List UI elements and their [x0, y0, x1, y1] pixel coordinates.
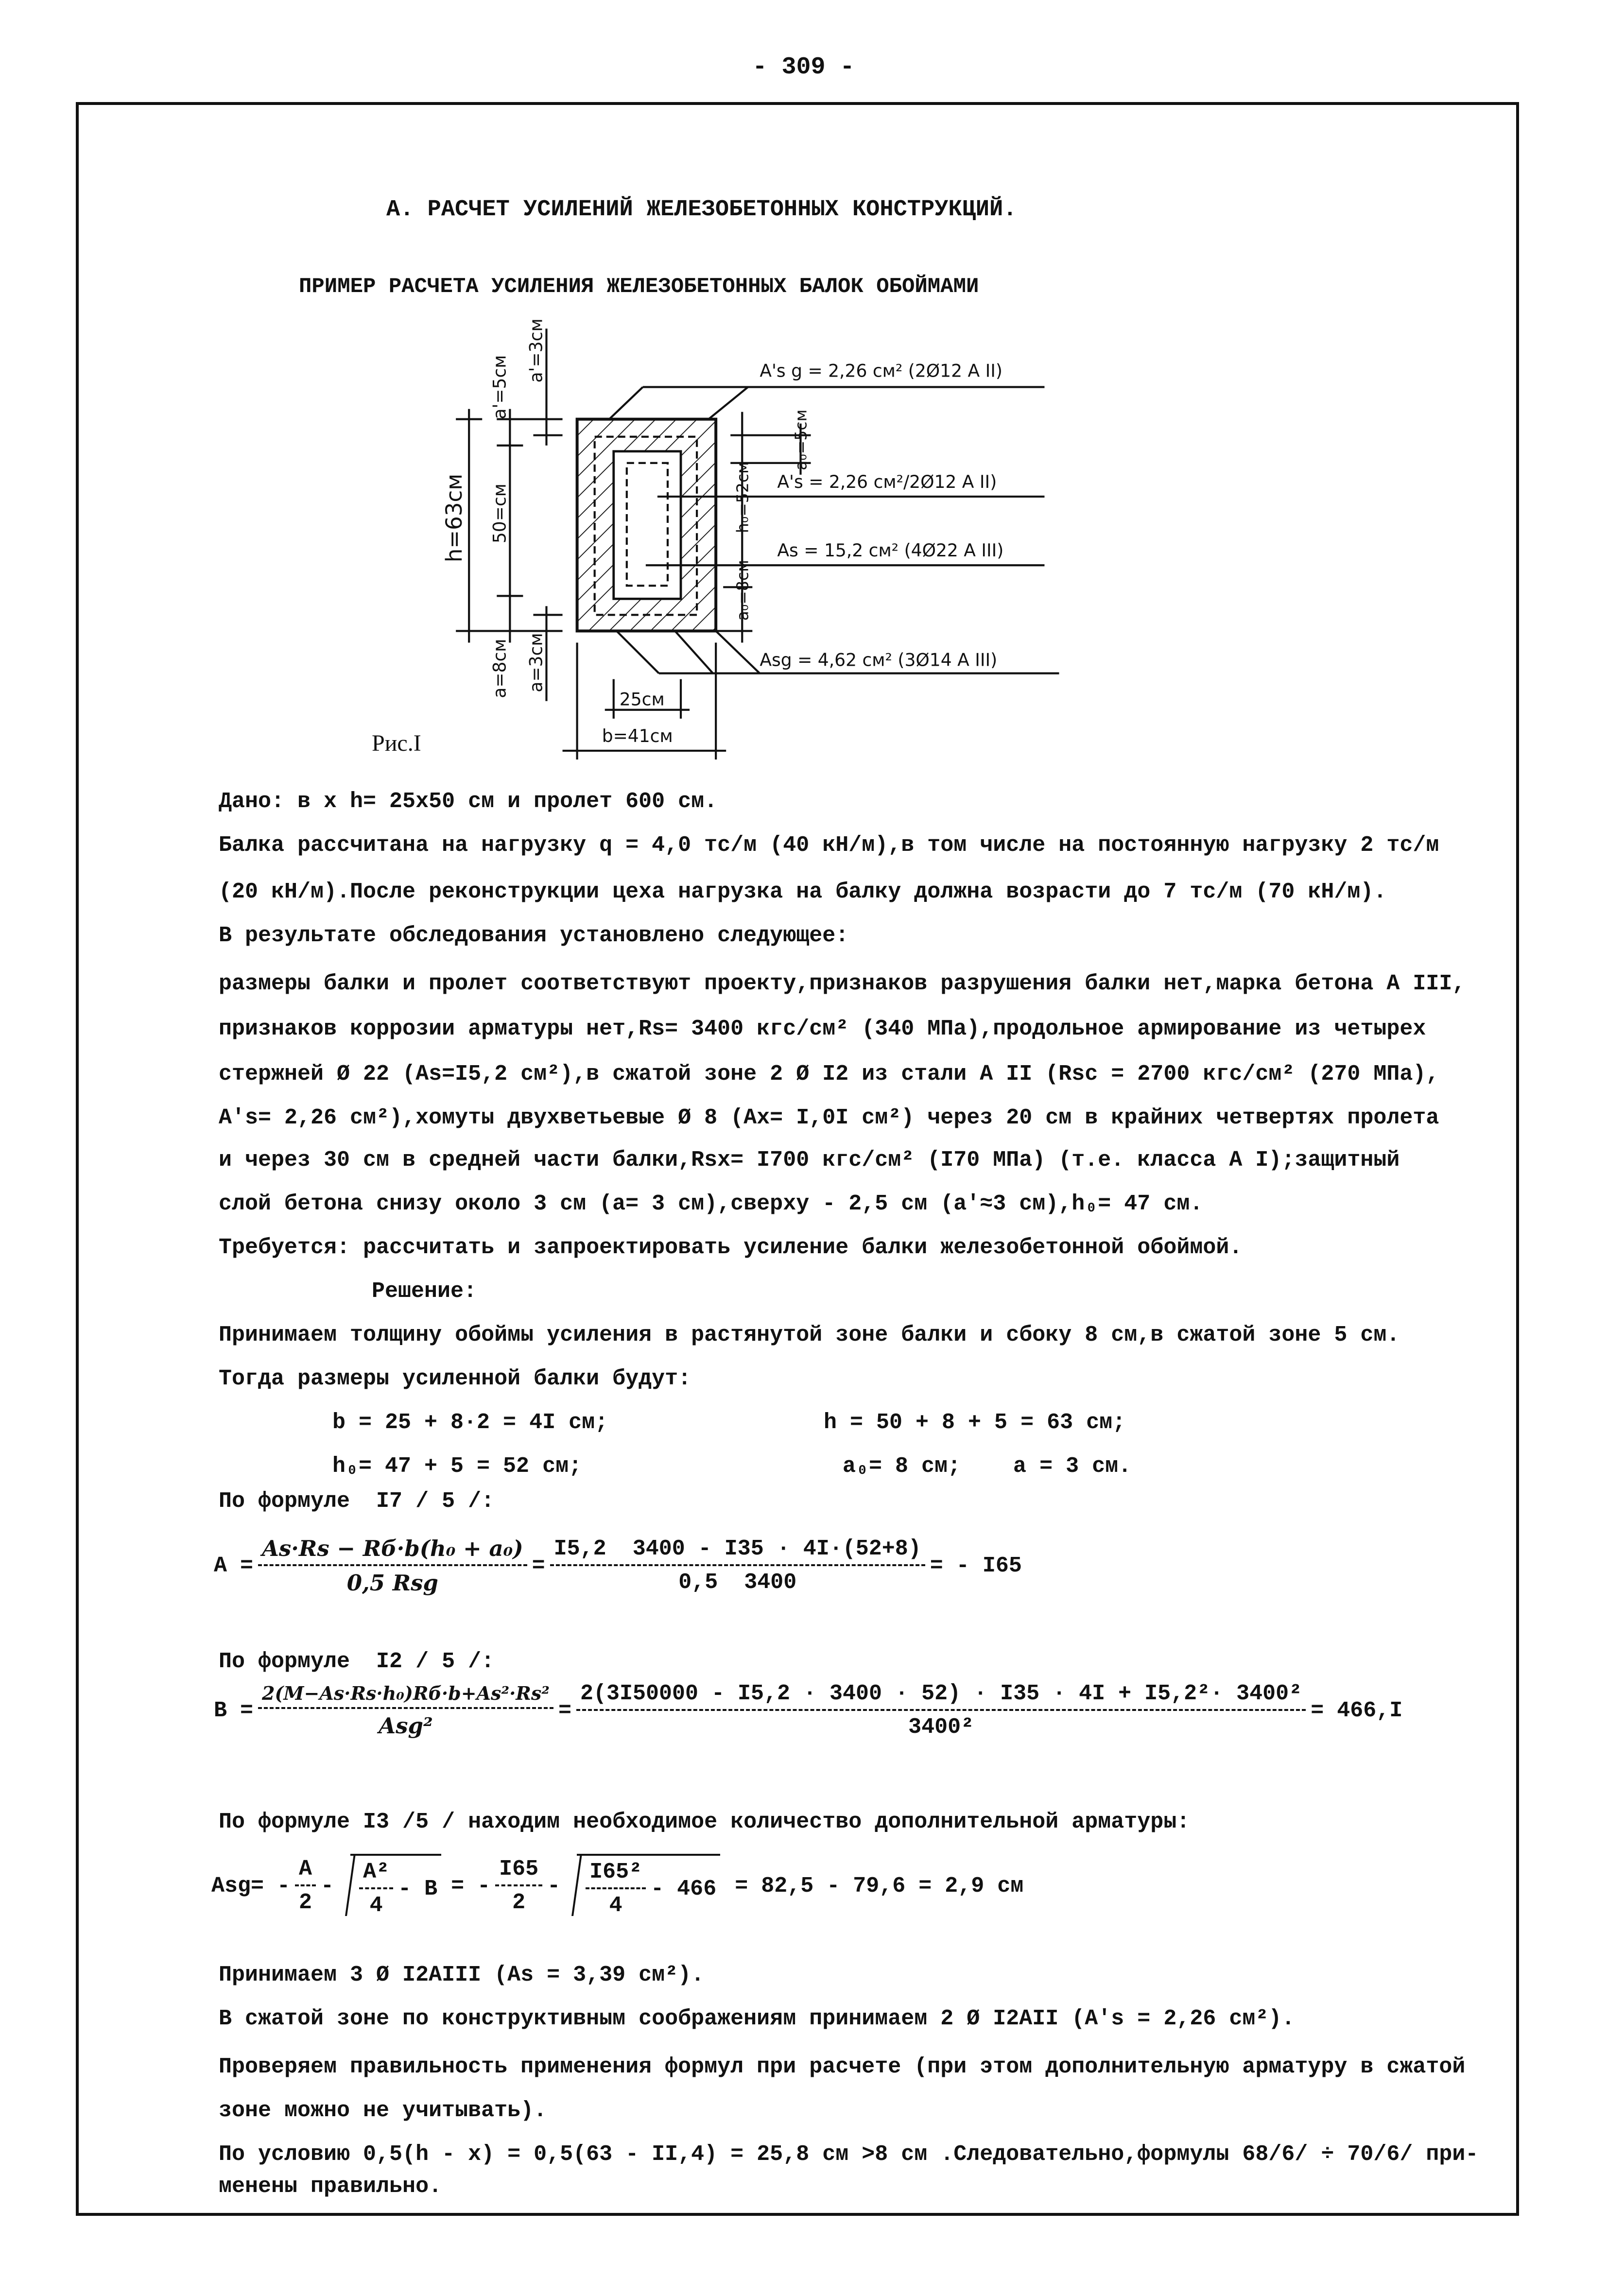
denominator: 4	[369, 1893, 383, 1918]
numerator: I65	[495, 1857, 542, 1886]
denominator: 2	[512, 1890, 526, 1915]
dimension-a: a₀= 8 см; a = 3 см.	[843, 1454, 1132, 1479]
paragraph-line: (20 кН/м).После реконструкции цеха нагрузка на балку должна возрасти до 7 тс/м (70 кН/м).	[219, 880, 1387, 904]
denominator: Asg²	[379, 1713, 433, 1739]
equals: = -	[451, 1873, 491, 1899]
numerator: I65²	[586, 1860, 646, 1889]
label-asg-bottom: Asg = 4,62 см² (3Ø14 A III)	[760, 650, 998, 671]
label-50: 50=см	[489, 483, 510, 544]
minus-466: - 466	[651, 1876, 717, 1901]
denominator: 4	[609, 1893, 622, 1918]
label-b41: b=41см	[602, 725, 673, 746]
paragraph-line: Тогда размеры усиленной балки будут:	[219, 1366, 691, 1391]
denominator: 2	[299, 1890, 312, 1915]
label-a-8: a=8см	[489, 639, 510, 698]
square-root	[350, 1854, 441, 1918]
paragraph-line: Проверяем правильность применения формул при расчете (при этом дополнительную арматуру в сжатой	[219, 2054, 1466, 2079]
equals: =	[532, 1553, 545, 1578]
paragraph-line: В сжатой зоне по конструктивным соображениям принимаем 2 Ø I2AII (A's = 2,26 см²).	[219, 2006, 1295, 2031]
required-line: Требуется: рассчитать и запроектировать усиление балки железобетонной обоймой.	[219, 1235, 1243, 1260]
dimension-b: b = 25 + 8·2 = 4I см;	[332, 1410, 608, 1435]
paragraph-line: В результате обследования установлено следующее:	[219, 923, 849, 948]
formula-result: = - I65	[930, 1553, 1022, 1578]
numerator: A²	[359, 1860, 393, 1889]
label-as-prime: A's = 2,26 см²/2Ø12 A II)	[777, 471, 997, 492]
formula-lhs: B =	[214, 1698, 254, 1723]
formula-result: = 466,I	[1311, 1698, 1403, 1723]
figure-caption: Рис.I	[372, 730, 421, 756]
example-title: ПРИМЕР РАСЧЕТА УСИЛЕНИЯ ЖЕЛЕЗОБЕТОННЫХ БАЛОК ОБОЙМАМИ	[299, 275, 979, 299]
label-a-prime-5: a'=5см	[489, 355, 510, 419]
label-b25: 25см	[619, 689, 665, 710]
numerator: A	[295, 1857, 316, 1886]
dimension-h: h = 50 + 8 + 5 = 63 см;	[824, 1410, 1126, 1435]
square-root	[577, 1854, 720, 1918]
formula-b	[214, 1681, 1402, 1740]
label-a0-8: a₀=8см	[733, 560, 752, 621]
formula-reference: По формуле I3 /5 / находим необходимое количество дополнительной арматуры:	[219, 1810, 1190, 1834]
paragraph-line: стержней Ø 22 (As=I5,2 см²),в сжатой зоне 2 Ø I2 из стали A II (Rsc = 2700 кгс/см² (270 МПа),	[219, 1062, 1439, 1087]
label-a-prime-3: a'=3см	[526, 318, 547, 383]
minus: -	[321, 1873, 334, 1899]
label-as: As = 15,2 см² (4Ø22 A III)	[777, 540, 1004, 561]
paragraph-line: По условию 0,5(h - x) = 0,5(63 - II,4) = 25,8 см >8 см .Следовательно,формулы 68/6/ ÷ 70/6/ при-	[219, 2142, 1479, 2167]
label-a-3: a=3см	[526, 633, 547, 692]
paragraph-line: A's= 2,26 см²),хомуты двухветьевые Ø 8 (Ax= I,0I см²) через 20 см в крайних четвертях пролета	[219, 1105, 1439, 1130]
paragraph-line: зоне можно не учитывать).	[219, 2098, 547, 2123]
page-number: - 309 -	[752, 53, 855, 81]
given-line: Дано: в х h= 25х50 см и пролет 600 см.	[219, 789, 718, 814]
minus-b: - B	[398, 1876, 438, 1901]
section-title: А. РАСЧЕТ УСИЛЕНИЙ ЖЕЛЕЗОБЕТОННЫХ КОНСТРУКЦИЙ.	[386, 197, 1017, 223]
paragraph-line: Балка рассчитана на нагрузку q = 4,0 тс/м (40 кН/м),в том числе на постоянную нагрузку 2 тс/м	[219, 833, 1439, 858]
label-asg-top: A's g = 2,26 см² (2Ø12 A II)	[760, 361, 1002, 381]
original-beam	[614, 451, 681, 599]
label-a0-5: a₀=5см	[791, 409, 811, 470]
denominator: 0,5 3400	[678, 1570, 797, 1595]
paragraph-line: слой бетона снизу около 3 см (a= 3 см),сверху - 2,5 см (a'≈3 см),h₀= 47 см.	[219, 1191, 1203, 1216]
formula-reference: По формуле I7 / 5 /:	[219, 1489, 495, 1514]
formula-a	[214, 1536, 1022, 1596]
solution-heading: Решение:	[372, 1279, 477, 1304]
paragraph-line: и через 30 см в средней части балки,Rsx= I700 кгс/см² (I70 МПа) (т.е. класса A I);защитный	[219, 1148, 1400, 1173]
paragraph-line: Принимаем толщину обоймы усиления в растянутой зоне балки и сбоку 8 см,в сжатой зоне 5 см.	[219, 1323, 1400, 1347]
equals: =	[558, 1698, 571, 1723]
numerator: 2(3I50000 - I5,2 · 3400 · 52) · I35 · 4I + I5,2²· 3400²	[576, 1681, 1306, 1711]
formula-lhs: Asg= -	[211, 1873, 291, 1899]
paragraph-line: размеры балки и пролет соответствуют проекту,признаков разрушения балки нет,марка бетона A III,	[219, 971, 1466, 996]
numerator: As·Rs − Rб·b(h₀ + a₀)	[258, 1536, 527, 1566]
numerator: 2(M−As·Rs·h₀)Rб·b+As²·Rs²	[258, 1682, 553, 1709]
formula-lhs: A =	[214, 1553, 254, 1578]
paragraph-line: признаков коррозии арматуры нет,Rs= 3400 кгс/см² (340 МПа),продольное армирование из четырех	[219, 1017, 1426, 1041]
formula-asg	[211, 1854, 1023, 1918]
minus: -	[547, 1873, 561, 1899]
formula-result: = 82,5 - 79,6 = 2,9 см	[735, 1873, 1024, 1899]
label-h0: h₀=52см	[733, 462, 752, 534]
denominator: 3400²	[908, 1715, 974, 1740]
numerator: I5,2 3400 - I35 · 4I·(52+8)	[550, 1536, 925, 1566]
denominator: 0,5 Rsg	[346, 1570, 438, 1596]
formula-reference: По формуле I2 / 5 /:	[219, 1649, 495, 1674]
paragraph-line: менены правильно.	[219, 2174, 442, 2199]
label-h: h=63см	[441, 473, 467, 563]
dimension-h0: h₀= 47 + 5 = 52 см;	[332, 1454, 582, 1479]
paragraph-line: Принимаем 3 Ø I2AIII (As = 3,39 см²).	[219, 1963, 705, 1987]
